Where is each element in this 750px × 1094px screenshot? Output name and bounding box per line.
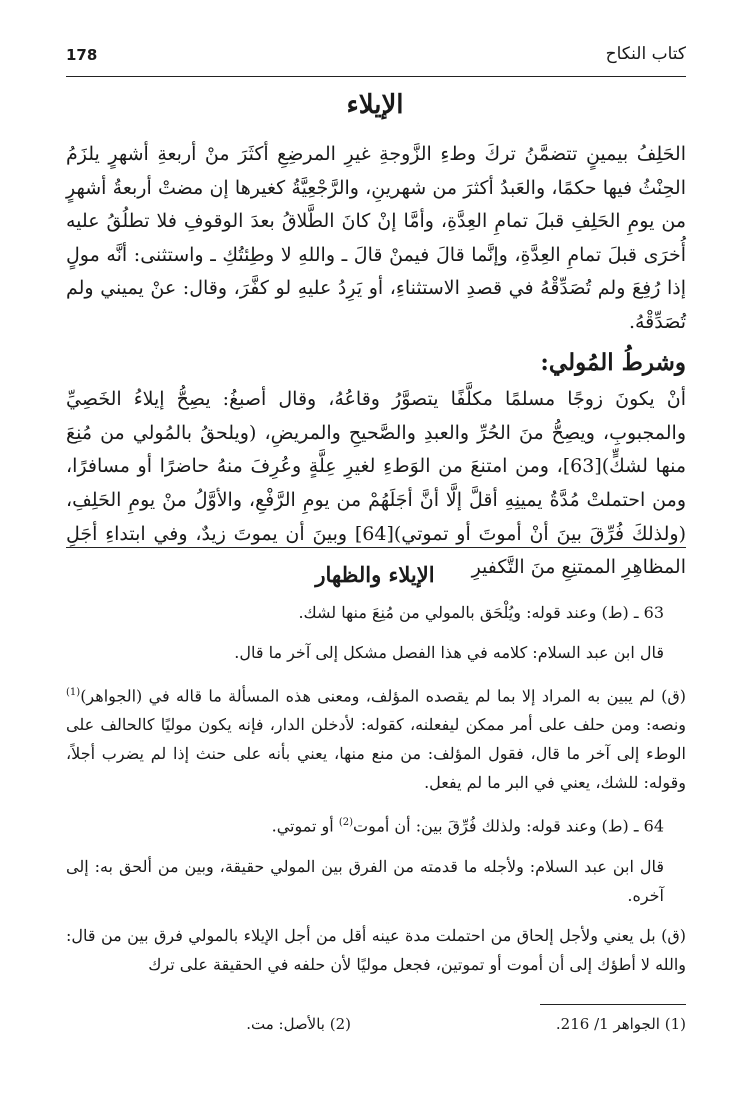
commentary-qaf-1-a: (ق) لم يبين به المراد إلا بما لم يقصده المؤلف، ومعنى هذه المسألة ما قاله في (الجواهر) bbox=[80, 686, 686, 706]
header-rule bbox=[66, 76, 686, 77]
commentary-entry-63: 63 ـ (ط) وعند قوله: ويُلْحَق بالمولي من مُنِعَ منها لشك. bbox=[298, 603, 664, 622]
divider-rule bbox=[66, 547, 686, 548]
commentary-qaf-2: (ق) بل يعني ولأجل إلحاق من احتملت مدة عينه أقل من أجل الإيلاء بالمولي فرق بين من قال: والله لا أطؤك إلى أن أموت أو تموتين، فجعل موليًا لأن حلفه في الحقيقة على ترك bbox=[66, 925, 686, 974]
main-paragraph-2: أنْ يكونَ زوجًا مسلمًا مكلَّفًا يتصوَّرُ وقاعُهُ، وقال أصبغُ: يصِحُّ إيلاءُ الخَصِيِّ والمجبوبِ، ويصِحُّ منَ الحُرِّ والعبدِ والصَّحيحِ والمريضِ، (ويلحقُ بالمُولي من مُنِعَ منها لشكٍّ)[63]، ومن امتنعَ من الوَطءِ لغيرِ عِلَّةٍ وعُرِفَ منهُ حاضرًا أو مسافرًا، ومن احتملتْ مُدَّةُ يمينِهِ أقلَّ إلَّا أنَّ أجَلَهُمْ من يومِ الرَّفْعِ، والأوَّلُ منْ يومِ الحَلِفِ، (ولذلكَ فُرِّقَ بينَ أنْ أموتَ أو تموتي)[64] وبينَ أن يموتَ زيدٌ، وفي ابتداءِ أجَلِ المظاهِرِ الممتنِعِ منَ التَّكفيرِ bbox=[66, 388, 686, 579]
footnote-ref-2: (2) bbox=[338, 817, 353, 829]
footnote-1: (1) الجواهر 1/ 216. bbox=[555, 1015, 686, 1033]
footnotes bbox=[66, 1015, 686, 1041]
commentary-ibn-abd-salam-2: قال ابن عبد السلام: ولأجله ما قدمته من الفرق بين المولي حقيقة، وبين من ألحق به: إلى آخره. bbox=[66, 856, 664, 905]
footnote-2: (2) بالأصل: مت. bbox=[246, 1015, 351, 1033]
footnote-ref-1: (1) bbox=[66, 687, 81, 698]
page-number: 178 bbox=[66, 46, 98, 64]
commentary-ibn-abd-salam-1: قال ابن عبد السلام: كلامه في هذا الفصل مشكل إلى آخر ما قال. bbox=[234, 643, 664, 662]
running-title: كتاب النكاح bbox=[605, 44, 686, 64]
commentary-entry-64 bbox=[66, 808, 686, 840]
commentary-section bbox=[66, 598, 686, 990]
commentary-title: الإيلاء والظهار bbox=[315, 562, 435, 587]
main-paragraph-1: الحَلِفُ بيمينٍ تتضمَّنُ تركَ وطءِ الزَّوجةِ غيرِ المرضِعِ أكثَرَ منْ أربعةِ أشهرٍ يلزَمُ الحِنْثُ فيها حكمًا، والعَبدُ أكثرَ من شهرينِ، والرَّجْعِيَّةُ كغيرها إن مضتْ أربعةُ أشهرٍ من يومِ الحَلِفِ قبلَ تمامِ العِدَّةِ، وأمَّا إنْ كانَ الطَّلاقُ بعدَ الوقوفِ فلا تطلُقُ عليه أُخرَى قبلَ تمامِ العِدَّةِ، وإنَّما قالَ فيمنْ قالَ ـ واللهِ لا وطِئتُكِ ـ واستثنى: أنَّه مولٍ إذا رُفِعَ ولم تُصَدِّقْهُ في قصدِ الاستثناءِ، أو يَرِدُ عليهِ لو كفَّرَ، وقال: عنْ يميني ولم تُصَدِّقْهُ. bbox=[66, 143, 686, 333]
page-header bbox=[66, 44, 686, 74]
section-title: الإيلاء bbox=[346, 90, 404, 120]
commentary-qaf-1-b: ونصه: ومن حلف على أمر ممكن ليفعلنه، كقوله: لأدخلن الدار، فإنه يكون موليًا كالحالف على الوطء إلى آخر ما قال، فقول المؤلف: من منع منها، يعني بأنه على حنث إذا لم يضرب أجلاً، وقوله: للشك، يعني في البر ما لم يفعل. bbox=[66, 715, 686, 793]
commentary-qaf-1 bbox=[66, 678, 686, 797]
main-text bbox=[66, 138, 686, 585]
commentary-entry-64-a: 64 ـ (ط) وعند قوله: ولذلك فُرِّقَ بين: أن أموت bbox=[353, 816, 664, 836]
commentary-entry-64-b: أو تموتي. bbox=[271, 816, 339, 836]
footnote-rule bbox=[540, 1004, 686, 1005]
subheading-mawli-condition: وشرطُ المُولي: bbox=[540, 348, 686, 376]
